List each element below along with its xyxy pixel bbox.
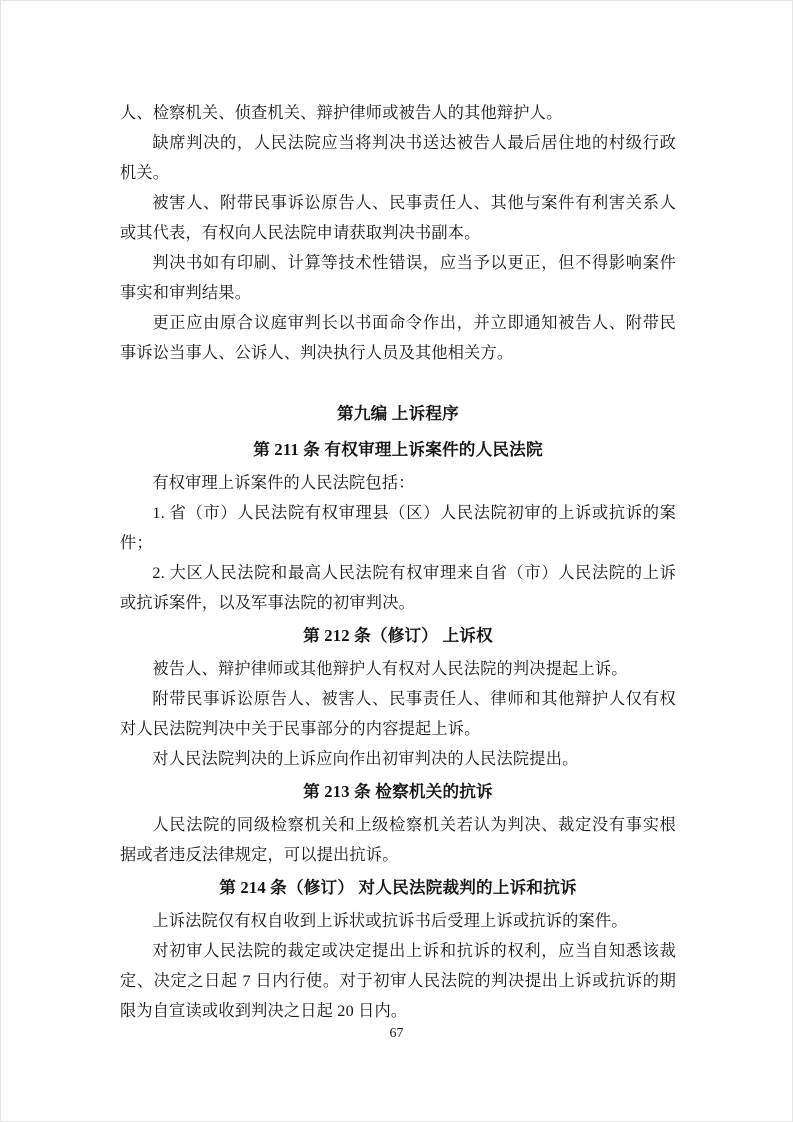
paragraph: 对人民法院判决的上诉应向作出初审判决的人民法院提出。 [152, 750, 579, 768]
article-heading: 第 211 条 有权审理上诉案件的人民法院 [253, 440, 543, 459]
paragraph: 上诉法院仅有权自收到上诉状或抗诉书后受理上诉或抗诉的案件。 [152, 912, 628, 930]
paragraph: 被害人、附带民事诉讼原告人、民事责任人、其他与案件有利害关系人或其代表，有权向人民法院申请获取判决书副本。 [120, 194, 676, 242]
page-number: 67 [389, 1026, 404, 1041]
paragraph: 附带民事诉讼原告人、被害人、民事责任人、律师和其他辩护人仅有权对人民法院判决中关于民事部分的内容提起上诉。 [120, 690, 676, 738]
part-heading: 第九编 上诉程序 [337, 404, 459, 423]
section-spacer [120, 368, 676, 396]
paragraph: 人、检察机关、侦查机关、辩护律师或被告人的其他辩护人。 [120, 104, 563, 122]
paragraph: 缺席判决的，人民法院应当将判决书送达被告人最后居住地的村级行政机关。 [120, 134, 676, 182]
paragraph: 更正应由原合议庭审判长以书面命令作出，并立即通知被告人、附带民事诉讼当事人、公诉人、判决执行人员及其他相关方。 [120, 314, 676, 362]
paragraph: 2. 大区人民法院和最高人民法院有权审理来自省（市）人民法院的上诉或抗诉案件，以及军事法院的初审判决。 [120, 564, 676, 612]
article-heading: 第 213 条 检察机关的抗诉 [303, 782, 493, 801]
paragraph: 有权审理上诉案件的人民法院包括： [152, 474, 415, 492]
paragraph: 被告人、辩护律师或其他辩护人有权对人民法院的判决提起上诉。 [152, 660, 628, 678]
article-heading: 第 212 条（修订） 上诉权 [303, 626, 493, 645]
article-heading: 第 214 条（修订） 对人民法院裁判的上诉和抗诉 [219, 878, 577, 897]
paragraph: 对初审人民法院的裁定或决定提出上诉和抗诉的权利，应当自知悉该裁定、决定之日起 7 日内行使。对于初审人民法院的判决提出上诉或抗诉的期限为自宣读或收到判决之日起 20 日内。 [120, 942, 676, 1020]
document-content [120, 98, 676, 1026]
page-footer [1, 1021, 792, 1047]
paragraph: 人民法院的同级检察机关和上级检察机关若认为判决、裁定没有事实根据或者违反法律规定，可以提出抗诉。 [120, 816, 676, 864]
paragraph: 1. 省（市）人民法院有权审理县（区）人民法院初审的上诉或抗诉的案件； [120, 504, 676, 552]
paragraph: 判决书如有印刷、计算等技术性错误，应当予以更正，但不得影响案件事实和审判结果。 [120, 254, 676, 302]
